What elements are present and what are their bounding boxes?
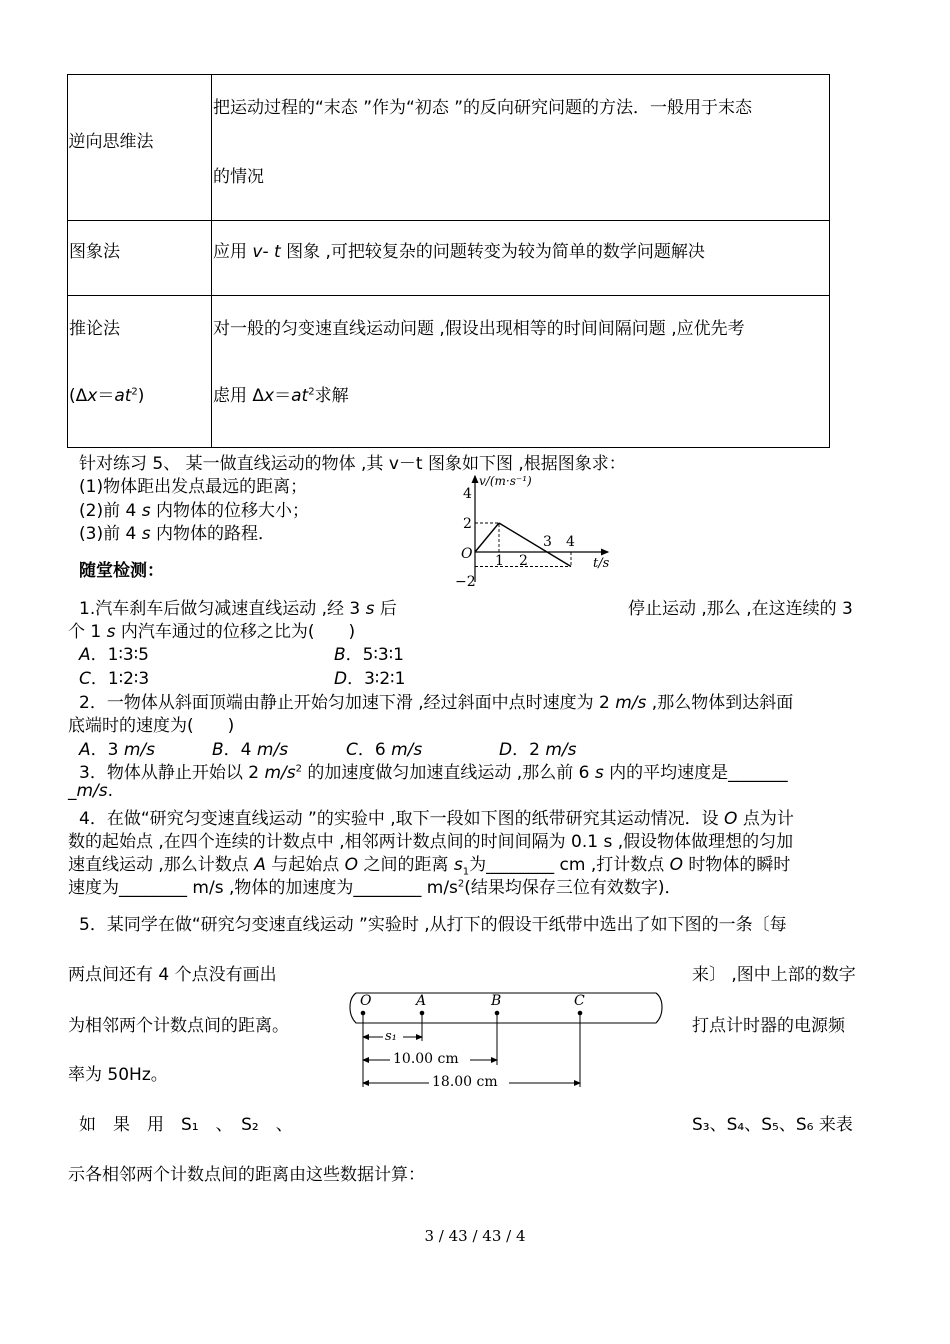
- option-b[interactable]: B．4 m/s: [212, 740, 289, 760]
- q5-line: 如 果 用 S₁ 、 S₂ 、: [79, 1115, 293, 1135]
- table-row: [68, 296, 830, 448]
- tape-point-label: C: [574, 993, 585, 1009]
- d2-label: 18.00 cm: [432, 1074, 498, 1090]
- vt-graph: [448, 470, 620, 590]
- option-a[interactable]: A．1∶3∶5: [79, 645, 149, 665]
- q1-line: 个 1 s 内汽车通过的位移之比为( ): [68, 622, 356, 642]
- practice-title: 针对练习 5、 某一做直线运动的物体 ,其 v－t 图象如下图 ,根据图象求：: [79, 454, 626, 474]
- table-row: [68, 221, 830, 296]
- q5-line: 为相邻两个计数点间的距离。: [68, 1016, 289, 1036]
- method-formula: $(\Delta x=at^2)$: [69, 386, 145, 406]
- option-a[interactable]: A．3 m/s: [79, 740, 156, 760]
- q4-line: 速度为________ m/s ,物体的加速度为________ $m/s^2$(结果均保存三位有效数字)．: [68, 878, 682, 898]
- q5-line-right: 打点计时器的电源频: [692, 1016, 845, 1036]
- y-tick-label: 2: [463, 516, 472, 532]
- q4-line: 速直线运动 ,那么计数点 A 与起始点 O 之间的距离 $s_1$为________ cm ,打计数点 O 时物体的瞬时: [68, 855, 791, 878]
- method-desc-line: 应用 v- t 图象 ,可把较复杂的问题转变为较为简单的数学问题解决: [213, 242, 705, 262]
- x-tick-label: 3: [543, 534, 552, 550]
- q4-line: 数的起始点 ,在四个连续的计数点中 ,相邻两计数点间的时间间隔为 0.1 s ,假设物体做理想的匀加: [68, 832, 794, 852]
- practice-question: (1)物体距出发点最远的距离；: [79, 477, 308, 497]
- method-desc-line: 把运动过程的“末态 ”作为“初态 ”的反向研究问题的方法．一般用于末态: [213, 98, 753, 118]
- x-tick-label: 1: [495, 553, 504, 569]
- x-tick-label: 4: [566, 534, 575, 550]
- q5-line: 示各相邻两个计数点间的距离由这些数据计算：: [68, 1165, 425, 1185]
- option-c[interactable]: C．1∶2∶3: [79, 669, 150, 689]
- q5-line: 两点间还有 4 个点没有画出: [68, 965, 277, 985]
- d1-label: 10.00 cm: [393, 1051, 459, 1067]
- method-name-cell: [68, 75, 212, 221]
- method-name-cell: [68, 221, 212, 296]
- q2-line: 2．一物体从斜面顶端由静止开始匀加速下滑 ,经过斜面中点时速度为 2 m/s ,那么物体到达斜面: [79, 693, 794, 713]
- practice-question: (2)前 4 s 内物体的位移大小；: [79, 501, 309, 521]
- option-c[interactable]: C．6 m/s: [346, 740, 423, 760]
- page-number: 3 / 43 / 43 / 4: [424, 1227, 526, 1245]
- vt-series-segment: [499, 523, 571, 567]
- practice-question: (3)前 4 s 内物体的路程．: [79, 524, 275, 544]
- method-desc-cell: [212, 296, 830, 448]
- tape-point-label: B: [491, 993, 502, 1009]
- q5-line: 5．某同学在做“研究匀变速直线运动 ”实验时 ,从打下的假设干纸带中选出了如下图的一条〔每: [79, 915, 787, 935]
- tape-dot: [420, 1011, 425, 1016]
- q5-line-right: 来〕 ,图中上部的数字: [692, 965, 856, 985]
- origin-label: O: [461, 546, 473, 562]
- option-d[interactable]: D．2 m/s: [499, 740, 577, 760]
- q1-line-right: 停止运动 ,那么 ,在这连续的 3: [628, 599, 853, 619]
- section-title: 随堂检测：: [79, 561, 164, 581]
- y-axis-label: v/(m·s⁻¹): [479, 474, 532, 488]
- q2-line: 底端时的速度为( ): [68, 716, 235, 736]
- q5-line: 率为 50Hz。: [68, 1065, 168, 1085]
- table-row: [68, 75, 830, 221]
- y-tick-label: 4: [463, 486, 472, 502]
- paper-tape-diagram: [346, 985, 666, 1090]
- option-b[interactable]: B．5∶3∶1: [334, 645, 404, 665]
- vt-series-segment: [475, 523, 499, 552]
- q4-line: 4．在做“研究匀变速直线运动 ”的实验中 ,取下一段如下图的纸带研究其运动情况．设 O 点为计: [79, 809, 794, 829]
- method-name: 逆向思维法: [68, 131, 154, 152]
- q1-line: 1.汽车刹车后做匀减速直线运动 ,经 3 s 后: [79, 599, 397, 619]
- method-desc-cell: [212, 221, 830, 296]
- s1-label: s₁: [385, 1029, 397, 1044]
- x-axis-label: t/s: [593, 556, 610, 571]
- tape-point-label: O: [360, 993, 372, 1009]
- method-desc-line: 的情况: [213, 167, 264, 187]
- method-desc-line: 对一般的匀变速直线运动问题 ,假设出现相等的时间间隔问题 ,应优先考: [213, 319, 745, 339]
- method-desc-cell: [212, 75, 830, 221]
- q3-line: 3．物体从静止开始以 2 $m/s^2$ 的加速度做匀加速直线运动 ,那么前 6 s 内的平均速度是_______: [79, 763, 788, 783]
- tape-point-label: A: [416, 993, 427, 1009]
- tape-dot: [578, 1011, 583, 1016]
- methods-table: [67, 74, 830, 448]
- tape-outline: [350, 993, 662, 1023]
- tape-dot: [495, 1011, 500, 1016]
- q5-line-right: S₃、S₄、S₅、S₆ 来表: [692, 1115, 853, 1135]
- q3-line: _m/s.: [68, 781, 114, 801]
- x-tick-label: 2: [519, 553, 528, 569]
- method-name: 图象法: [69, 242, 120, 262]
- option-d[interactable]: D．3∶2∶1: [334, 669, 406, 689]
- method-desc-line: 虑用 $\Delta x=at^2$求解: [213, 386, 349, 406]
- tape-dot: [361, 1011, 366, 1016]
- y-tick-label: −2: [455, 574, 476, 590]
- method-name-cell: [68, 296, 212, 448]
- method-name: 推论法: [69, 319, 120, 339]
